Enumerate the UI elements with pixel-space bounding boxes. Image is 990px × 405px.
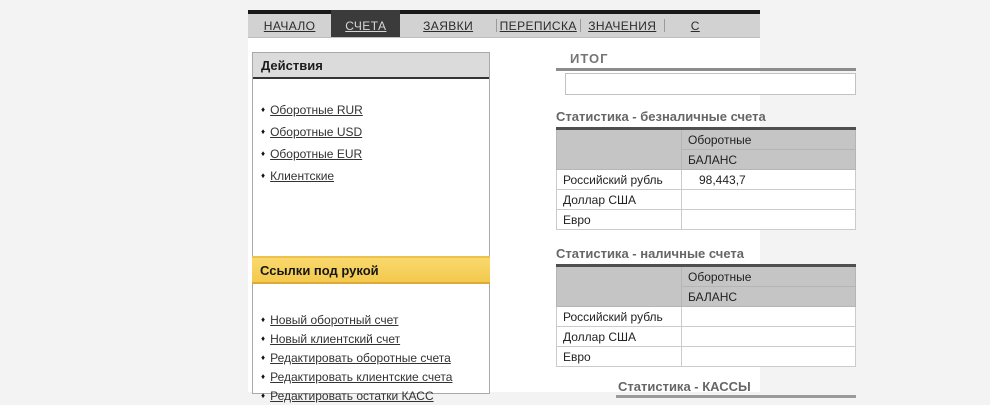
list-item [261, 310, 489, 329]
table-row [557, 170, 856, 190]
diamond-bullet-icon: ♦ [261, 314, 266, 324]
diamond-bullet-icon: ♦ [261, 127, 266, 136]
actions-header: Действия [253, 53, 489, 79]
main-nav [248, 14, 760, 38]
content-area [556, 52, 856, 398]
currency-label: Российский рубль [557, 307, 682, 327]
currency-label: Российский рубль [557, 170, 682, 190]
itog-heading: ИТОГ [570, 51, 609, 66]
stat-noncash-table [556, 127, 856, 230]
table-row [557, 210, 856, 230]
balance-value [682, 347, 856, 367]
list-item [261, 121, 489, 143]
diamond-bullet-icon: ♦ [261, 149, 266, 158]
stat-kassy-divider [616, 395, 856, 398]
diamond-bullet-icon: ♦ [261, 333, 266, 343]
link-oborotnye-usd[interactable]: Оборотные USD [270, 125, 363, 139]
balance-value [682, 190, 856, 210]
app-window [248, 10, 766, 403]
balance-value [682, 210, 856, 230]
list-item [261, 165, 489, 187]
quick-links-header: Ссылки под рукой [252, 256, 490, 284]
tab-znacheniya[interactable]: ЗНАЧЕНИЯ [588, 18, 657, 33]
column-sub-header: БАЛАНС [682, 150, 856, 170]
link-klientskie[interactable]: Клиентские [270, 169, 335, 183]
currency-label: Евро [557, 347, 682, 367]
list-item [261, 386, 489, 405]
balance-value: 98,443,7 [682, 170, 856, 190]
tab-zayavki[interactable]: ЗАЯВКИ [423, 18, 474, 33]
table-row [557, 307, 856, 327]
diamond-bullet-icon: ♦ [261, 352, 266, 362]
diamond-bullet-icon: ♦ [261, 171, 266, 180]
column-group-header: Оборотные [682, 129, 856, 150]
link-oborotnye-eur[interactable]: Оборотные EUR [270, 147, 363, 161]
link-new-oborotny-schet[interactable]: Новый оборотный счет [270, 312, 399, 327]
list-item [261, 329, 489, 348]
link-edit-oborotnye-scheta[interactable]: Редактировать оборотные счета [270, 350, 451, 365]
link-edit-klientskie-scheta[interactable]: Редактировать клиентские счета [270, 369, 453, 384]
tab-perepiska[interactable]: ПЕРЕПИСКА [499, 18, 577, 33]
actions-link-list [253, 99, 489, 187]
balance-value [682, 327, 856, 347]
link-oborotnye-rur[interactable]: Оборотные RUR [270, 103, 363, 117]
itog-empty-table [565, 73, 856, 95]
link-new-klientsky-schet[interactable]: Новый клиентский счет [270, 331, 401, 346]
header-empty-cell [557, 129, 682, 170]
table-row [557, 347, 856, 367]
sidebar [252, 52, 490, 403]
stat-noncash-heading: Статистика - безналичные счета [556, 109, 766, 124]
tab-nachalo[interactable]: НАЧАЛО [263, 18, 316, 33]
currency-label: Евро [557, 210, 682, 230]
table-row [557, 190, 856, 210]
column-group-header: Оборотные [682, 266, 856, 287]
stat-cash-table [556, 264, 856, 367]
diamond-bullet-icon: ♦ [261, 371, 266, 381]
diamond-bullet-icon: ♦ [261, 105, 266, 114]
list-item [261, 367, 489, 386]
currency-label: Доллар США [557, 190, 682, 210]
tab-clipped[interactable]: С [690, 18, 700, 33]
quick-link-list [253, 310, 489, 405]
header-empty-cell [557, 266, 682, 307]
tab-scheta[interactable]: СЧЕТА [331, 14, 400, 37]
table-row [557, 327, 856, 347]
column-sub-header: БАЛАНС [682, 287, 856, 307]
stat-cash-heading: Статистика - наличные счета [556, 246, 744, 261]
currency-label: Доллар США [557, 327, 682, 347]
diamond-bullet-icon: ♦ [261, 390, 266, 400]
list-item [261, 143, 489, 165]
itog-divider [556, 68, 856, 71]
list-item [261, 99, 489, 121]
list-item [261, 348, 489, 367]
link-edit-ostatki-kass[interactable]: Редактировать остатки КАСС [270, 388, 434, 403]
balance-value [682, 307, 856, 327]
stat-kassy-heading: Статистика - КАССЫ [618, 379, 751, 394]
